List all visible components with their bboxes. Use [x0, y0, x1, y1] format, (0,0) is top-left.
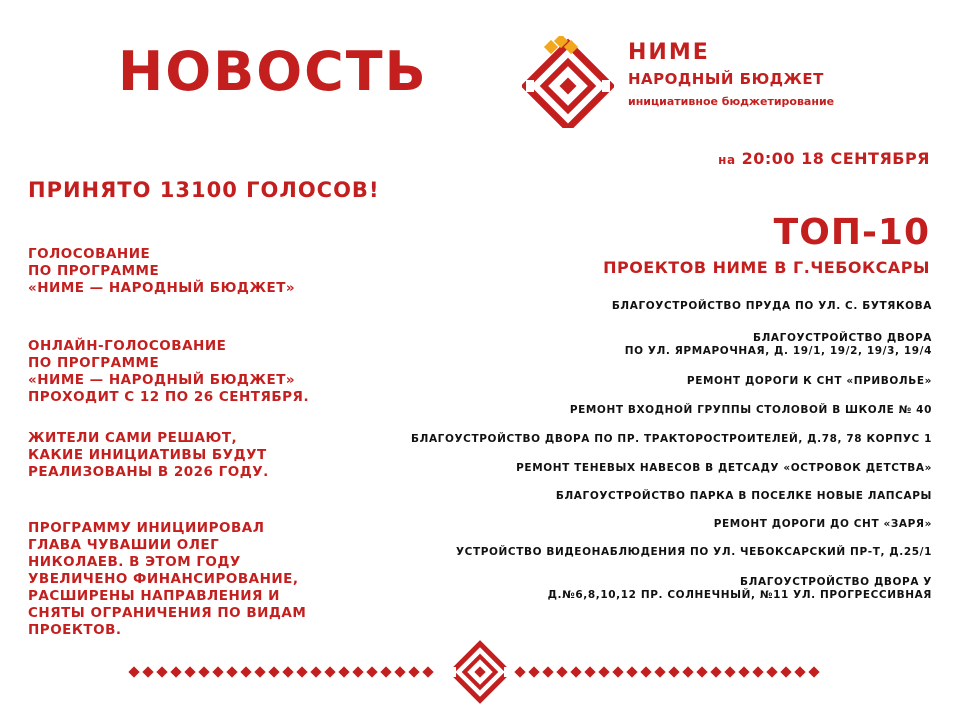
project-item [516, 462, 932, 475]
left-line: РЕАЛИЗОВАНЫ В 2026 ГОДУ. [28, 464, 269, 480]
left-block-residents [28, 430, 269, 481]
project-item [714, 518, 932, 531]
page-title: НОВОСТЬ [118, 40, 428, 103]
left-line: ГОЛОСОВАНИЕ [28, 246, 151, 262]
top10-subtitle: ПРОЕКТОВ НИМЕ В Г.ЧЕБОКСАРЫ [603, 258, 930, 277]
ornament-diamond [766, 666, 777, 677]
project-item [411, 433, 932, 446]
left-line: РАСШИРЕНЫ НАПРАВЛЕНИЯ И [28, 588, 280, 604]
votes-count-heading: ПРИНЯТО 13100 ГОЛОСОВ! [28, 178, 380, 202]
project-line: РЕМОНТ ВХОДНОЙ ГРУППЫ СТОЛОВОЙ В ШКОЛЕ № 40 [569, 404, 932, 416]
left-line: КАКИЕ ИНИЦИАТИВЫ БУДУТ [28, 447, 267, 463]
ornament-diamond [156, 666, 167, 677]
project-line: РЕМОНТ ДОРОГИ К СНТ «ПРИВОЛЬЕ» [686, 375, 932, 387]
ornament-diamond [808, 666, 819, 677]
project-item [556, 490, 932, 503]
ornament-diamond [640, 666, 651, 677]
project-item [456, 546, 932, 559]
project-line: БЛАГОУСТРОЙСТВО ДВОРА У [740, 576, 932, 588]
ornament-diamond [422, 666, 433, 677]
left-line: ПО ПРОГРАММЕ [28, 263, 160, 279]
ornament-diamond [682, 666, 693, 677]
left-line: ЖИТЕЛИ САМИ РЕШАЮТ, [28, 430, 238, 446]
ornament-diamond [654, 666, 665, 677]
ornament-diamond [598, 666, 609, 677]
ornament-diamond [198, 666, 209, 677]
ornament-diamond [612, 666, 623, 677]
ornament-diamond [724, 666, 735, 677]
ornament-diamond [394, 666, 405, 677]
project-item [625, 332, 932, 358]
ornament-diamond [780, 666, 791, 677]
project-line: УСТРОЙСТВО ВИДЕОНАБЛЮДЕНИЯ ПО УЛ. ЧЕБОКСАРСКИЙ ПР-Т, Д.25/1 [455, 546, 932, 558]
ornament-diamond [710, 666, 721, 677]
ornament-diamond [696, 666, 707, 677]
left-line: ПРОЕКТОВ. [28, 622, 122, 638]
ornament-diamond [296, 666, 307, 677]
ornament-diamond [514, 666, 525, 677]
ornament-diamond [324, 666, 335, 677]
ornament-diamond [310, 666, 321, 677]
project-item [612, 300, 932, 313]
ornament-diamond [380, 666, 391, 677]
left-line: ОНЛАЙН-ГОЛОСОВАНИЕ [28, 338, 227, 354]
left-line: УВЕЛИЧЕНО ФИНАНСИРОВАНИЕ, [28, 571, 299, 587]
date-line [718, 149, 930, 168]
left-line: ГЛАВА ЧУВАШИИ ОЛЕГ [28, 537, 220, 553]
ornament-diamond [668, 666, 679, 677]
ornament-border-icon [128, 640, 832, 704]
project-line: БЛАГОУСТРОЙСТВО ДВОРА [753, 332, 932, 344]
project-line: БЛАГОУСТРОЙСТВО ПАРКА В ПОСЕЛКЕ НОВЫЕ ЛАПСАРЫ [555, 490, 932, 502]
left-line: «НИМЕ — НАРОДНЫЙ БЮДЖЕТ» [28, 372, 296, 388]
ornament-diamond [226, 666, 237, 677]
left-line: СНЯТЫ ОГРАНИЧЕНИЯ ПО ВИДАМ [28, 605, 307, 621]
ornament-diamond [408, 666, 419, 677]
nime-logo-icon [522, 36, 614, 128]
ornament-diamond [556, 666, 567, 677]
ornament-diamond [528, 666, 539, 677]
left-block-program-info [28, 520, 306, 639]
project-line: ПО УЛ. ЯРМАРОЧНАЯ, Д. 19/1, 19/2, 19/3, 19/4 [624, 345, 932, 357]
ornament-diamonds-left [128, 666, 819, 677]
ornament-diamond [752, 666, 763, 677]
ornament-diamond [352, 666, 363, 677]
left-line: ПРОГРАММУ ИНИЦИИРОВАЛ [28, 520, 265, 536]
project-item [687, 375, 932, 388]
ornament-diamond [570, 666, 581, 677]
ornament-diamond [338, 666, 349, 677]
left-line: «НИМЕ — НАРОДНЫЙ БЮДЖЕТ» [28, 280, 296, 296]
project-item [548, 576, 932, 602]
ornament-diamond [626, 666, 637, 677]
project-line: БЛАГОУСТРОЙСТВО ПРУДА ПО УЛ. С. БУТЯКОВА [611, 300, 932, 312]
project-line: Д.№6,8,10,12 ПР. СОЛНЕЧНЫЙ, №11 УЛ. ПРОГРЕССИВНАЯ [547, 589, 932, 601]
ornament-diamond [738, 666, 749, 677]
ornament-diamond [212, 666, 223, 677]
brand-tagline: инициативное бюджетирование [628, 95, 835, 108]
date-value: 20:00 18 СЕНТЯБРЯ [741, 149, 930, 168]
project-line: РЕМОНТ ДОРОГИ ДО СНТ «ЗАРЯ» [713, 518, 932, 530]
project-line: РЕМОНТ ТЕНЕВЫХ НАВЕСОВ В ДЕТСАДУ «ОСТРОВОК ДЕТСТВА» [516, 462, 932, 474]
ornament-diamond [184, 666, 195, 677]
brand-name: НИМЕ [628, 40, 710, 65]
ornament-diamond [542, 666, 553, 677]
ornament-diamond [366, 666, 377, 677]
ornament-diamond [142, 666, 153, 677]
project-item [570, 404, 932, 417]
ornament-diamond [254, 666, 265, 677]
ornament-diamond [794, 666, 805, 677]
ornament-diamond [128, 666, 139, 677]
left-line: ПРОХОДИТ С 12 ПО 26 СЕНТЯБРЯ. [28, 389, 310, 405]
left-line: НИКОЛАЕВ. В ЭТОМ ГОДУ [28, 554, 241, 570]
ornament-diamond [268, 666, 279, 677]
date-prefix: на [718, 153, 736, 167]
ornament-diamond [282, 666, 293, 677]
top10-title: ТОП-10 [773, 212, 930, 253]
ornament-diamond [170, 666, 181, 677]
ornament-diamond [584, 666, 595, 677]
left-line: ПО ПРОГРАММЕ [28, 355, 160, 371]
ornament-diamond [240, 666, 251, 677]
left-block-voting [28, 246, 295, 297]
project-line: БЛАГОУСТРОЙСТВО ДВОРА ПО ПР. ТРАКТОРОСТРОИТЕЛЕЙ, Д.78, 78 КОРПУС 1 [411, 433, 932, 445]
brand-subtitle: НАРОДНЫЙ БЮДЖЕТ [628, 70, 824, 88]
left-block-online-voting [28, 338, 309, 406]
